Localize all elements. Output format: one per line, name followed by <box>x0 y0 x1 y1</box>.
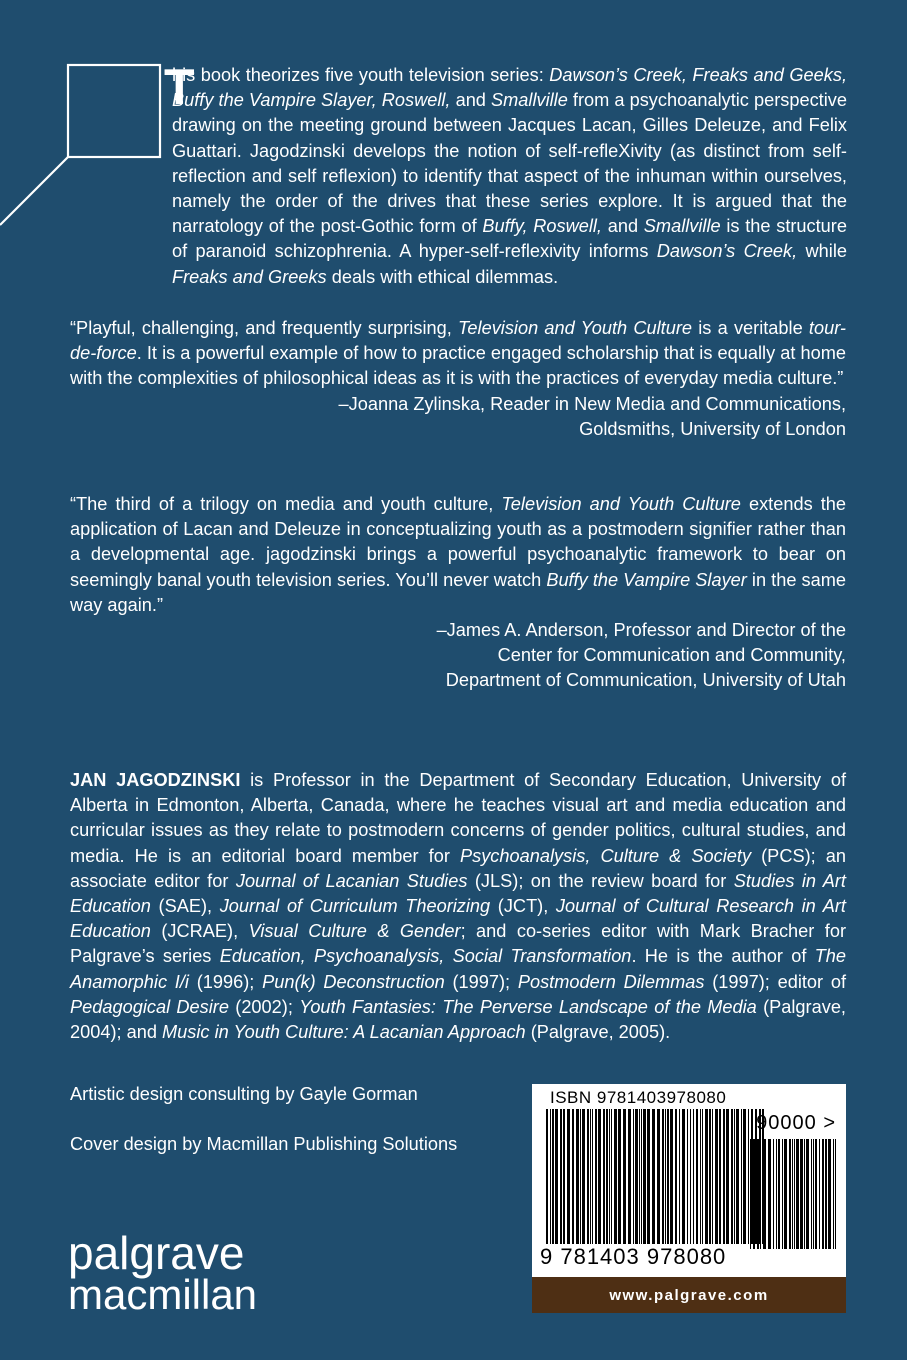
barcode-bar <box>567 1109 570 1244</box>
barcode-bar <box>702 1109 703 1244</box>
barcode-bar <box>822 1139 824 1249</box>
barcode-bar <box>794 1139 795 1249</box>
barcode-bar <box>712 1109 713 1244</box>
barcode-bar <box>835 1139 836 1249</box>
barcode-bar <box>709 1109 711 1244</box>
barcode-bar <box>768 1139 771 1249</box>
isbn-digits: 9 781403 978080 <box>540 1244 727 1269</box>
barcode-bar <box>800 1139 803 1249</box>
logo-line-macmillan: macmillan <box>68 1271 258 1318</box>
barcode-bar <box>675 1109 677 1244</box>
barcode-bar <box>609 1109 610 1244</box>
isbn-barcode <box>546 1109 766 1249</box>
barcode-bar <box>598 1109 601 1244</box>
barcode-bar <box>776 1139 777 1249</box>
barcode-bar <box>796 1139 799 1249</box>
barcode-bar <box>555 1109 558 1244</box>
barcode-bar <box>618 1109 621 1244</box>
quote-2-attribution-line-2: Center for Communication and Community, <box>497 645 846 666</box>
barcode-bar <box>763 1139 766 1249</box>
quote-2-attribution-line-3: Department of Communication, University of Utah <box>445 670 846 691</box>
barcode-bar <box>700 1109 701 1244</box>
barcode-bar <box>748 1109 749 1244</box>
barcode-bar <box>778 1139 780 1249</box>
barcode-bar <box>595 1109 597 1244</box>
barcode-bar <box>563 1109 565 1244</box>
cover-credit: Cover design by Macmillan Publishing Solutions <box>70 1134 458 1154</box>
author-name: JAN JAGODZINSKI <box>70 770 241 790</box>
barcode-bar <box>667 1109 669 1244</box>
logo-line-palgrave: palgrave <box>68 1227 245 1279</box>
barcode-bar <box>670 1109 673 1244</box>
price-barcode <box>750 1139 840 1249</box>
barcode-bar <box>750 1139 751 1249</box>
barcode-bar <box>682 1109 685 1244</box>
quote-2-text: “The third of a trilogy on media and youth culture, Television and Youth Culture extends the application of Lacan and Deleuze in conceptualizing youth as a postmodern signifier rather than a developmental age. jagodzinski brings a powerful psychoanalytic framework to bear on seemingly banal youth television series. You’ll never watch Buffy the Vampire Slayer in the same way again.” <box>70 494 846 615</box>
barcode-bar <box>639 1109 640 1244</box>
barcode-bar <box>628 1109 631 1244</box>
barcode-bar <box>789 1139 791 1249</box>
publisher-url: www.palgrave.com <box>532 1277 846 1313</box>
barcode-bar <box>815 1139 817 1249</box>
barcode-bar <box>825 1139 827 1249</box>
barcode-bar <box>687 1109 688 1244</box>
publisher-logo <box>68 1227 258 1318</box>
barcode-bar <box>580 1109 581 1244</box>
barcode-bar <box>652 1109 655 1244</box>
price-code: 90000 > <box>756 1112 836 1134</box>
barcode-bar <box>546 1109 548 1244</box>
barcode-bar <box>757 1139 759 1249</box>
design-credit: Artistic design consulting by Gayle Gorman <box>70 1084 418 1104</box>
barcode-bar <box>572 1109 574 1244</box>
barcode-bar <box>587 1109 589 1244</box>
barcode-bar <box>606 1109 608 1244</box>
quote-1-attribution-line-2: Goldsmiths, University of London <box>579 418 846 439</box>
barcode-bar <box>813 1139 814 1249</box>
isbn-label: ISBN 9781403978080 <box>550 1088 727 1107</box>
barcode-bar <box>819 1139 820 1249</box>
barcode-bar <box>592 1109 593 1244</box>
barcode-bar <box>723 1109 725 1244</box>
blurb-paragraph: his book theorizes five youth television series: Dawson’s Creek, Freaks and Geeks, Buffy the Vampire Slayer, Roswell, and Smallville from a psychoanalytic perspective drawing on the meeting ground between Jacques Lacan, Gilles Deleuze, and Felix Guattari. Jagodzinski develops the notion of self-refleXivity (as distinct from self-reflection and self reflexion) to identify that aspect of the inhuman within ourselves, namely the order of the drives that these series explore. It is argued that the narratology of the post-Gothic form of Buffy, Roswell, and Smallville is the structure of paranoid schizophrenia. A hyper-self-reflexivity informs Dawson’s Creek, while Freaks and Greeks deals with ethical dilemmas. <box>172 65 847 287</box>
barcode-bar <box>582 1109 585 1244</box>
barcode-bar <box>715 1109 718 1244</box>
barcode-bar <box>811 1139 812 1249</box>
barcode-bar <box>741 1109 742 1244</box>
barcode-bar <box>719 1109 721 1244</box>
barcode-bar <box>665 1109 666 1244</box>
barcode-bar <box>611 1109 612 1244</box>
barcode-bar <box>806 1139 809 1249</box>
barcode-bar <box>603 1109 605 1244</box>
barcode-bar <box>643 1109 646 1244</box>
barcode-bar <box>623 1109 626 1244</box>
review-quote-1 <box>70 316 846 442</box>
barcode-bar <box>804 1139 805 1249</box>
review-quote-2 <box>70 492 846 694</box>
barcode-bar <box>705 1109 708 1244</box>
barcode-bar <box>614 1109 617 1244</box>
barcode-bar <box>792 1139 793 1249</box>
barcode-bar <box>662 1109 664 1244</box>
barcode-bar <box>828 1139 831 1249</box>
barcode-bar <box>726 1109 729 1244</box>
barcode-panel <box>532 1084 846 1313</box>
quote-1-text: “Playful, challenging, and frequently surprising, Television and Youth Culture is a veritable tour-de-force. It is a powerful example of how to practice engaged scholarship that is equally at home with the complexities of philosophical ideas as it is with the practices of everyday media culture.” <box>70 318 846 389</box>
barcode-bar <box>690 1109 691 1244</box>
barcode-bar <box>784 1139 787 1249</box>
quote-1-attribution-line-1: –Joanna Zylinska, Reader in New Media and Communications, <box>338 393 846 414</box>
barcode-bar <box>743 1109 746 1244</box>
barcode-bar <box>552 1109 554 1244</box>
barcode-bar <box>635 1109 638 1244</box>
barcode-bar <box>773 1139 774 1249</box>
barcode-bar <box>633 1109 634 1244</box>
quote-2-attribution-line-1: –James A. Anderson, Professor and Director of the <box>436 620 846 641</box>
barcode-bar <box>550 1109 551 1244</box>
barcode-bar <box>590 1109 591 1244</box>
barcode-bar <box>833 1139 834 1249</box>
author-bio-text: is Professor in the Department of Secondary Education, University of Alberta in Edmonton, Alberta, Canada, where he teaches visual art and media education and curricular issues as they relate to postmodern concerns of gender politics, cultural studies, and media. He is an editorial board member for Psychoanalysis, Culture & Society (PCS); an associate editor for Journal of Lacanian Studies (JLS); on the review board for Studies in Art Education (SAE), Journal of Curriculum Theorizing (JCT), Journal of Cultural Research in Art Education (JCRAE), Visual Culture & Gender; and co-series editor with Mark Bracher for Palgrave’s series Education, Psychoanalysis, Social Transformation. He is the author of The Anamorphic I/i (1996); Pun(k) Deconstruction (1997); Postmodern Dilemmas (1997); editor of Pedagogical Desire (2002); Youth Fantasies: The Perverse Landscape of the Media (Palgrave, 2004); and Music in Youth Culture: A Lacanian Approach (Palgrave, 2005). <box>70 770 847 1043</box>
barcode-bar <box>736 1109 739 1244</box>
barcode-bar <box>576 1109 579 1244</box>
author-bio <box>70 768 846 1045</box>
blurb-dropcap: T <box>164 59 195 115</box>
barcode-bar <box>782 1139 783 1249</box>
barcode-bar <box>734 1109 735 1244</box>
barcode-bar <box>641 1109 642 1244</box>
barcode-bar <box>679 1109 680 1244</box>
barcode-bar <box>560 1109 562 1244</box>
barcode-bar <box>657 1109 660 1244</box>
barcode-bar <box>647 1109 650 1244</box>
barcode-bar <box>696 1109 698 1244</box>
barcode-bar <box>731 1109 733 1244</box>
barcode-bar <box>760 1139 761 1249</box>
barcode-bar <box>753 1139 755 1249</box>
barcode-bar <box>693 1109 694 1244</box>
